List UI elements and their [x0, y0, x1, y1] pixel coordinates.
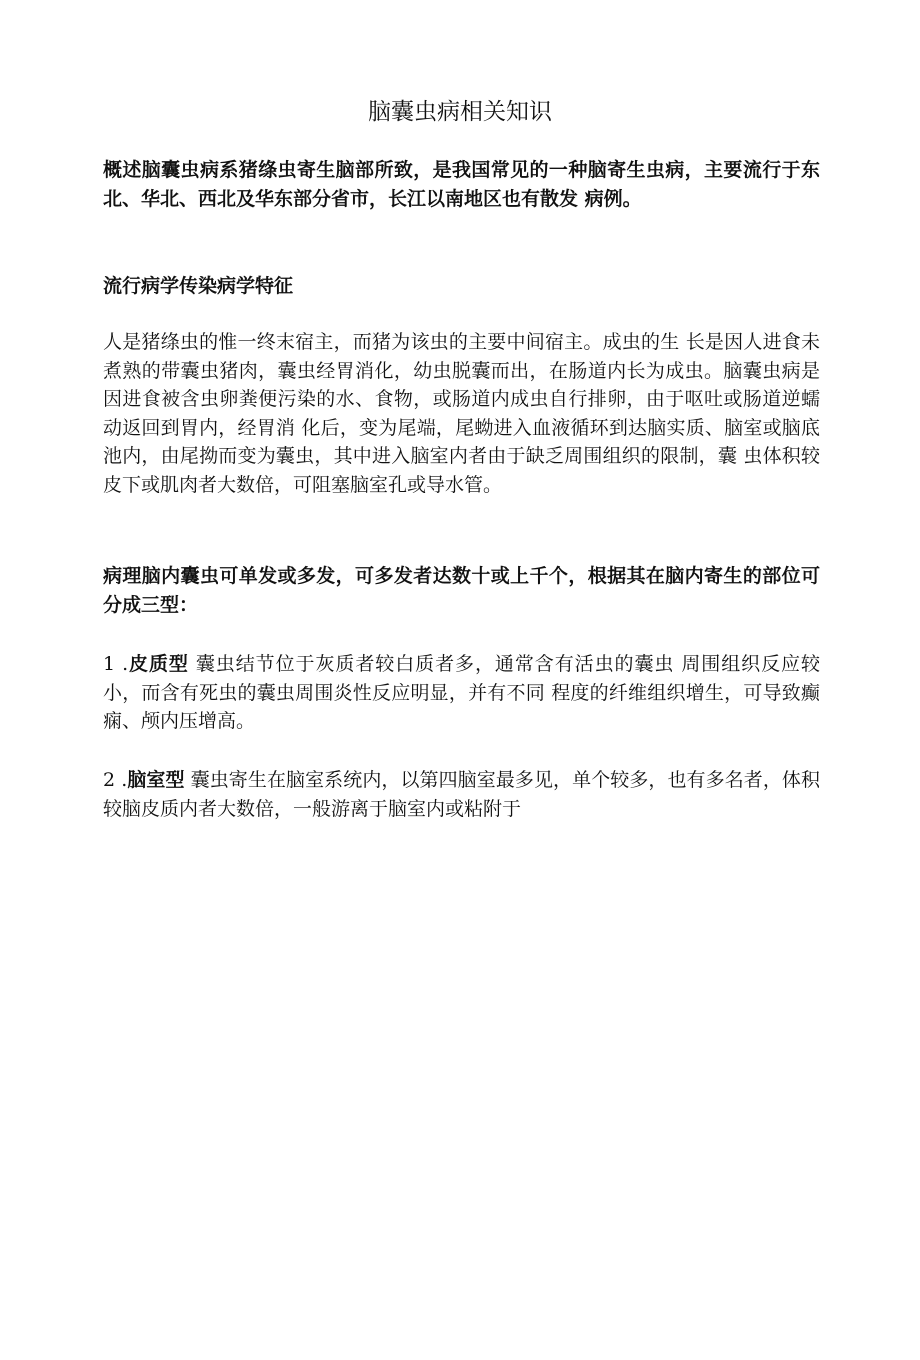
type-name: 皮质型: [128, 653, 189, 675]
cortical-type-paragraph: [103, 650, 820, 736]
pathology-paragraph: 病理脑内囊虫可单发或多发，可多发者达数十或上千个，根据其在脑内寄生的部位可分成三型：: [103, 565, 820, 616]
overview-paragraph: 概述脑囊虫病系猪绦虫寄生脑部所致，是我国常见的一种脑寄生虫病，主要流行于东北、华北、西北及华东部分省市，长江以南地区也有散发 病例。: [103, 159, 820, 210]
type-description: 囊虫寄生在脑室系统内，以第四脑室最多见，单个较多，也有多名者，体积较脑皮质内者大数倍，一般游离于脑室内或粘附于: [103, 769, 820, 820]
type-number: 2 .: [103, 769, 128, 791]
type-description: 囊虫结节位于灰质者较白质者多，通常含有活虫的囊虫 周围组织反应较小，而含有死虫的囊虫周围炎性反应明显，并有不同 程度的纤维组织增生，可导致癫痫、颅内压增高。: [103, 653, 820, 732]
ventricular-type-paragraph: [103, 766, 820, 823]
type-number: 1 .: [103, 653, 129, 675]
document-title: 脑囊虫病相关知识: [368, 99, 552, 125]
epidemiology-heading: 流行病学传染病学特征: [103, 275, 294, 297]
type-name: 脑室型: [127, 769, 185, 791]
epidemiology-paragraph: 人是猪绦虫的惟一终末宿主，而猪为该虫的主要中间宿主。成虫的生 长是因人进食未煮熟的带囊虫猪肉，囊虫经胃消化，幼虫脱囊而出，在肠道内长为成虫。脑囊虫病是因进食被含虫卵粪便污染的水、食物，或肠道内成虫自行排卵，由于呕吐或肠道逆蠕动返回到胃内，经胃消 化后，变为尾端，尾蚴进入血液循环到达脑实质、脑室或脑底池内，由尾拗而变为囊虫，其中进入脑室内者由于缺乏周围组织的限制，囊 虫体积较皮下或肌肉者大数倍，可阻塞脑室孔或导水管。: [103, 331, 820, 496]
